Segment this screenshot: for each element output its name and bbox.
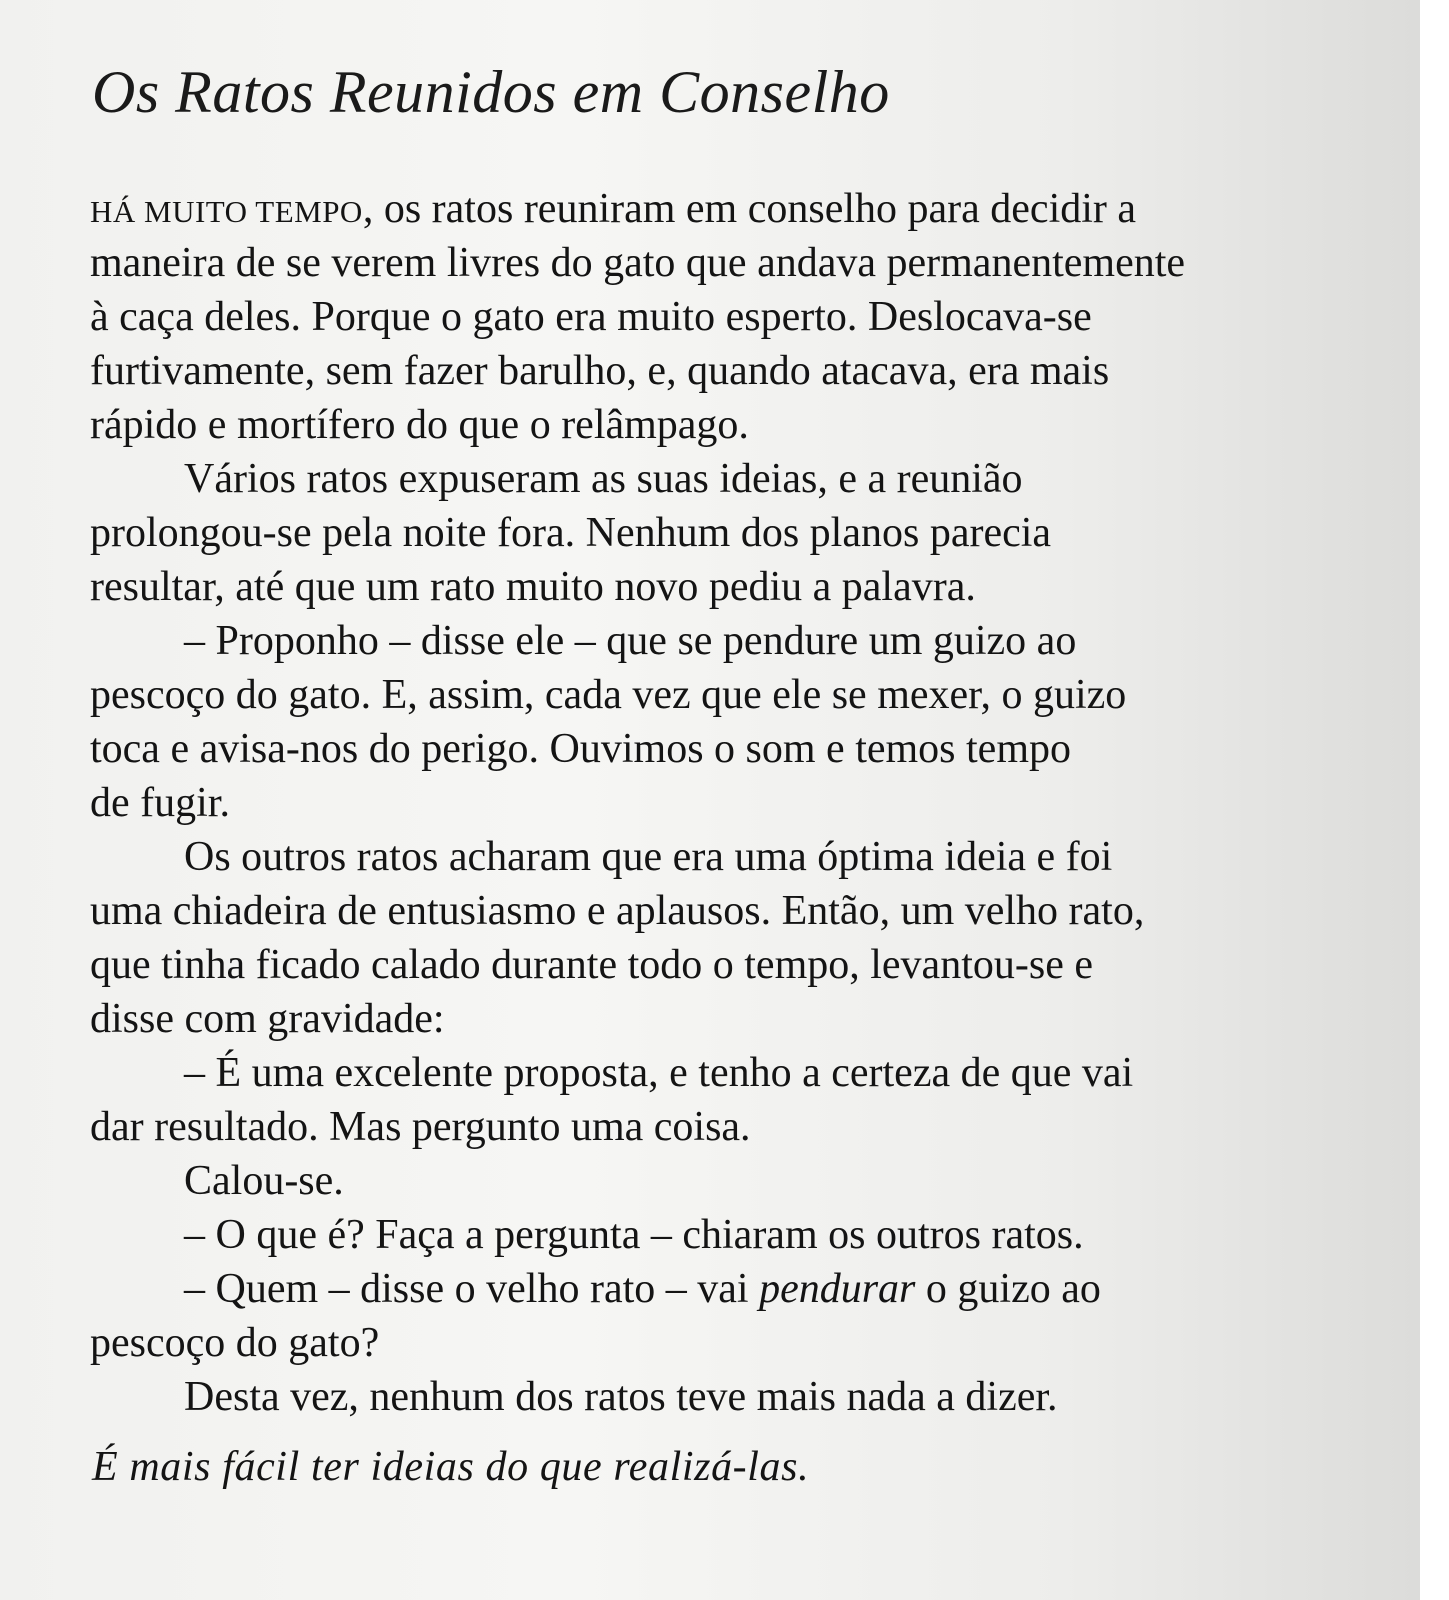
text-line: prolongou-se pela noite fora. Nenhum dos planos parecia	[90, 510, 1052, 556]
text-line: que tinha ficado calado durante todo o tempo, levantou-se e	[90, 942, 1093, 988]
scan-margin	[1420, 0, 1449, 1600]
opening-small-caps: HÁ MUITO TEMPO	[90, 194, 363, 229]
text-line: Os outros ratos acharam que era uma óptima ideia e foi	[184, 834, 1113, 880]
text-line: dar resultado. Mas pergunto uma coisa.	[90, 1104, 751, 1150]
story-title: Os Ratos Reunidos em Conselho	[92, 59, 890, 125]
italic-word: pendurar	[759, 1266, 916, 1312]
text-line: – Quem – disse o velho rato – vai pendurar o guizo ao	[184, 1266, 1101, 1312]
text-line: – É uma excelente proposta, e tenho a certeza de que vai	[184, 1050, 1134, 1096]
text-line: maneira de se verem livres do gato que andava permanentemente	[90, 240, 1186, 286]
text-line: à caça deles. Porque o gato era muito esperto. Deslocava-se	[90, 294, 1092, 340]
text-line: rápido e mortífero do que o relâmpago.	[90, 402, 749, 448]
text-line: uma chiadeira de entusiasmo e aplausos. Então, um velho rato,	[90, 888, 1145, 934]
text-line: furtivamente, sem fazer barulho, e, quando atacava, era mais	[90, 348, 1110, 394]
story-moral: É mais fácil ter ideias do que realizá-las.	[92, 1444, 810, 1490]
text-line: – Proponho – disse ele – que se pendure um guizo ao	[184, 618, 1077, 664]
text-line: – O que é? Faça a pergunta – chiaram os outros ratos.	[184, 1212, 1084, 1258]
text-line: Calou-se.	[184, 1158, 344, 1204]
text-line: Vários ratos expuseram as suas ideias, e a reunião	[184, 456, 1023, 502]
text-line: de fugir.	[90, 780, 230, 826]
text-line: disse com gravidade:	[90, 996, 445, 1042]
text-line: Desta vez, nenhum dos ratos teve mais nada a dizer.	[184, 1374, 1058, 1420]
story-body	[90, 182, 1380, 1424]
text-line: pescoço do gato?	[90, 1320, 380, 1366]
text-line: resultar, até que um rato muito novo pediu a palavra.	[90, 564, 976, 610]
text-line: toca e avisa-nos do perigo. Ouvimos o som e temos tempo	[90, 726, 1071, 772]
text-line: pescoço do gato. E, assim, cada vez que ele se mexer, o guizo	[90, 672, 1127, 718]
text-line: HÁ MUITO TEMPO, os ratos reuniram em conselho para decidir a	[90, 186, 1137, 232]
